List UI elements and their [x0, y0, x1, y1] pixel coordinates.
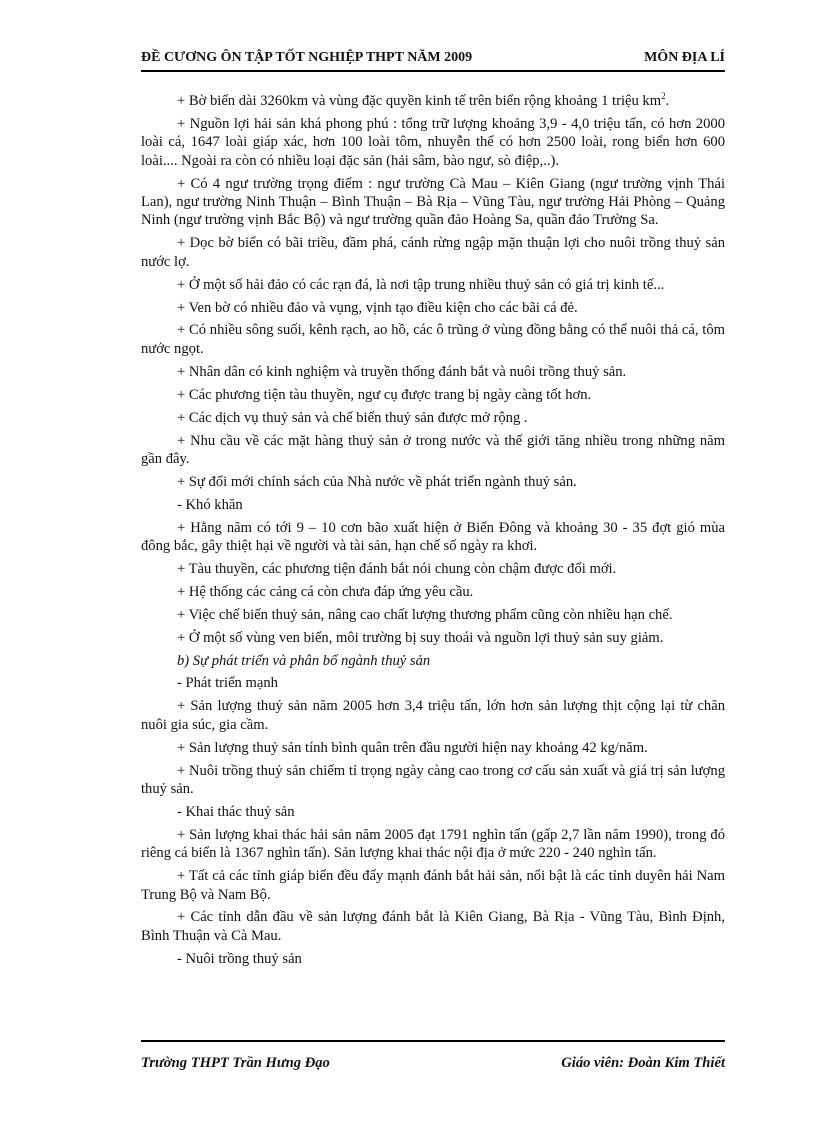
paragraph: + Có nhiều sông suối, kênh rạch, ao hồ, các ô trũng ở vùng đồng bằng có thể nuôi thả cá, tôm nước ngọt. [141, 322, 725, 357]
paragraph: + Tất cả các tỉnh giáp biển đều đẩy mạnh đánh bắt hải sản, nổi bật là các tỉnh duyên hải Nam Trung Bộ và Nam Bộ. [141, 868, 725, 903]
paragraph: + Các tỉnh dẫn đầu về sản lượng đánh bắt là Kiên Giang, Bà Rịa - Vũng Tàu, Bình Định, Bình Thuận và Cà Mau. [141, 909, 725, 944]
paragraph: + Các dịch vụ thuỷ sản và chế biến thuỷ sản được mở rộng . [177, 409, 528, 426]
paragraph: + Nhân dân có kinh nghiệm và truyền thống đánh bắt và nuôi trồng thuỷ sản. [177, 363, 627, 380]
paragraph: + Sản lượng thuỷ sản năm 2005 hơn 3,4 triệu tấn, lớn hơn sản lượng thịt cộng lại từ chăn nuôi gia súc, gia cầm. [141, 698, 725, 733]
paragraph: + Hằng năm có tới 9 – 10 cơn bão xuất hiện ở Biển Đông và khoảng 30 - 35 đợt gió mùa đông bắc, gây thiệt hại về người và tài sản, hạn chế số ngày ra khơi. [141, 519, 725, 555]
paragraph: + Hệ thống các cảng cá còn chưa đáp ứng yêu cầu. [177, 583, 474, 600]
document-body [141, 92, 725, 973]
footer-teacher: Giáo viên: Đoàn Kim Thiết [561, 1055, 725, 1071]
section-label: - Khó khăn [177, 496, 243, 513]
superscript: 2 [661, 91, 666, 102]
paragraph: + Ở một số vùng ven biển, môi trường bị suy thoái và nguồn lợi thuỷ sản suy giảm. [177, 629, 664, 646]
section-heading: b) Sự phát triển và phân bố ngành thuỷ sản [177, 652, 431, 669]
section-label: - Nuôi trồng thuỷ sản [177, 950, 302, 967]
paragraph: + Sản lượng thuỷ sản tính bình quân trên đầu người hiện nay khoảng 42 kg/năm. [177, 739, 648, 756]
paragraph: + Tàu thuyền, các phương tiện đánh bắt nói chung còn chậm được đổi mới. [177, 560, 617, 577]
page-header [141, 50, 725, 72]
paragraph: + Nuôi trồng thuỷ sản chiếm tỉ trọng ngày càng cao trong cơ cấu sản xuất và giá trị sản lượng thuỷ sản. [141, 762, 725, 797]
paragraph: + Các phương tiện tàu thuyền, ngư cụ được trang bị ngày càng tốt hơn. [177, 386, 592, 403]
paragraph: + Dọc bờ biển có bãi triều, đầm phá, cánh rừng ngập mặn thuận lợi cho nuôi trồng thuỷ sản nước lợ. [141, 235, 725, 270]
paragraph: + Nguồn lợi hải sản khá phong phú : tổng trữ lượng khoảng 3,9 - 4,0 triệu tấn, có hơn 2000 loài cá, 1647 loài giáp xác, hơn 100 loài tôm, nhuyễn thể có hơn 2500 loài, rong biển hơn 600 loài.... Ngoài ra còn có nhiều loại đặc sản (hải sâm, bào ngư, sò điệp,..). [141, 115, 725, 169]
paragraph: + Ven bờ có nhiều đảo và vụng, vịnh tạo điều kiện cho các bãi cá đẻ. [177, 299, 578, 316]
paragraph: + Ở một số hải đảo có các rạn đá, là nơi tập trung nhiều thuỷ sản có giá trị kinh tế... [177, 276, 665, 293]
paragraph: + Sản lượng khai thác hải sản năm 2005 đạt 1791 nghìn tấn (gấp 2,7 lần năm 1990), trong đó riêng cá biển là 1367 nghìn tấn). Sản lượng khai thác nội địa ở mức 220 - 240 nghìn tấn. [141, 826, 725, 862]
page-footer [141, 1055, 725, 1072]
paragraph-1: + Bờ biển dài 3260km và vùng đặc quyền kinh tế trên biển rộng khoảng 1 triệu $km^2$. [177, 91, 670, 109]
section-label: - Khai thác thuỷ sản [177, 803, 295, 820]
footer-school: Trường THPT Trần Hưng Đạo [141, 1055, 330, 1071]
header-title: ĐỀ CƯƠNG ÔN TẬP TỐT NGHIỆP THPT NĂM 2009 [141, 50, 473, 65]
header-subject: MÔN ĐỊA LÍ [644, 50, 725, 65]
section-label: - Phát triển mạnh [177, 675, 278, 692]
footer-divider [141, 1040, 725, 1042]
paragraph: + Sự đổi mới chính sách của Nhà nước về phát triển ngành thuỷ sản. [177, 473, 577, 490]
paragraph: + Việc chế biến thuỷ sản, nâng cao chất lượng thương phẩm cũng còn nhiều hạn chế. [177, 606, 673, 623]
paragraph: + Nhu cầu về các mặt hàng thuỷ sản ở trong nước và thế giới tăng nhiều trong những năm gần đây. [141, 432, 725, 467]
paragraph: + Có 4 ngư trường trọng điểm : ngư trường Cà Mau – Kiên Giang (ngư trường vịnh Thái Lan), ngư trường Ninh Thuận – Bình Thuận – Bà Rịa – Vũng Tàu, ngư trường Hải Phòng – Quảng Ninh (ngư trường vịnh Bắc Bộ) và ngư trường quần đảo Hoàng Sa, quần đảo Trường Sa. [141, 175, 725, 229]
